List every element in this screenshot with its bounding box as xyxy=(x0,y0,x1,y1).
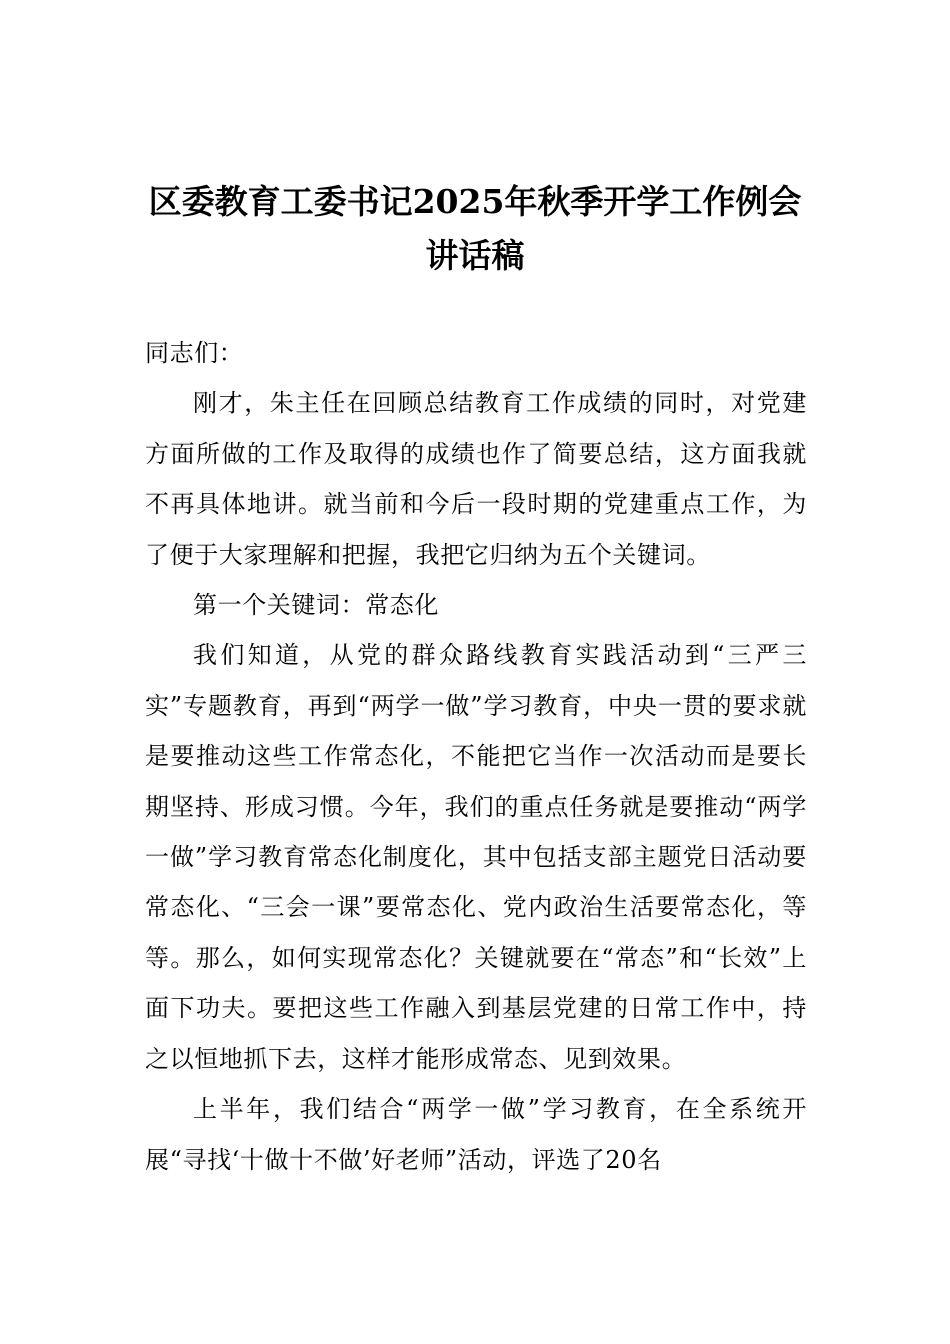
paragraph-intro: 刚才，朱主任在回顾总结教育工作成绩的同时，对党建方面所做的工作及取得的成绩也作了简要总结，这方面我就不再具体地讲。就当前和今后一段时期的党建重点工作，为了便于大家理解和把握，我把它归纳为五个关键词。 xyxy=(145,389,807,569)
paragraph-first-half-year: 上半年，我们结合“两学一做”学习教育，在全系统开展“寻找‘十做十不做’好老师”活动，评选了20名 xyxy=(145,1095,807,1174)
section-heading-keyword-1: 第一个关键词：常态化 xyxy=(193,591,439,620)
paragraph-normalization: 我们知道，从党的群众路线教育实践活动到“三严三实”专题教育，再到“两学一做”学习教育，中央一贯的要求就是要推动这些工作常态化，不能把它当作一次活动而是要长期坚持、形成习惯。今年，我们的重点任务就是要推动“两学一做”学习教育常态化制度化，其中包括支部主题党日活动要常态化、“三会一课”要常态化、党内政治生活要常态化，等等。那么，如何实现常态化？关键就要在“常态”和“长效”上面下功夫。要把这些工作融入到基层党建的日常工作中，持之以恒地抓下去，这样才能形成常态、见到效果。 xyxy=(145,641,807,1073)
salutation: 同志们： xyxy=(145,339,244,367)
document-body xyxy=(145,328,807,1185)
document-title: 区委教育工委书记2025年秋季开学工作例会讲话稿 xyxy=(148,182,802,275)
